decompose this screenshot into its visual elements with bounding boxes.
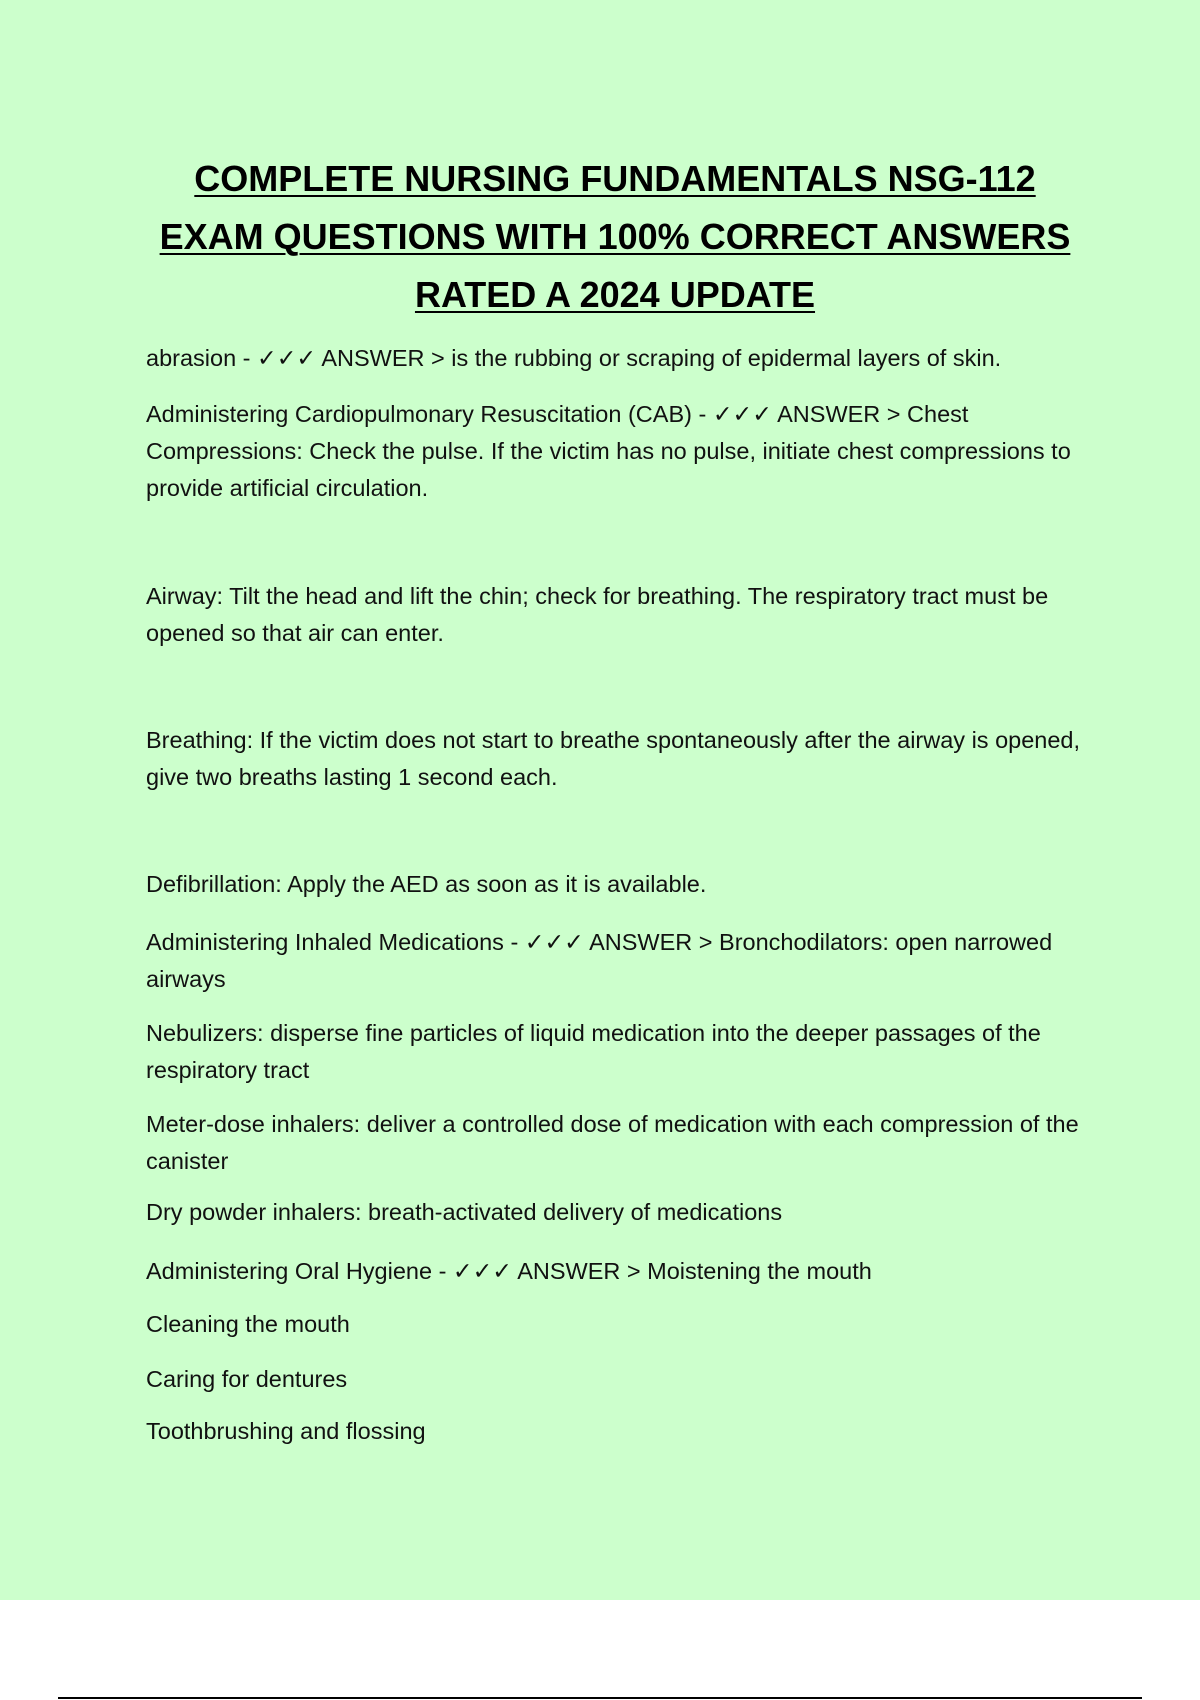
paragraph-cpr: Administering Cardiopulmonary Resuscitation (CAB) - ✓✓✓ ANSWER > Chest Compressions: Check the pulse. If the victim has no pulse, initiate chest compressions to provide artificial circulation.: [146, 401, 1071, 501]
document-title: [140, 150, 1090, 324]
paragraph-dry-powder-inhalers: Dry powder inhalers: breath-activated delivery of medications: [146, 1199, 783, 1225]
paragraph-nebulizers: Nebulizers: disperse fine particles of liquid medication into the deeper passages of the respiratory tract: [146, 1020, 1041, 1083]
paragraph-breathing: Breathing: If the victim does not start to breathe spontaneously after the airway is opened, give two breaths lasting 1 second each.: [146, 727, 1081, 790]
paragraph-cleaning-mouth: Cleaning the mouth: [146, 1311, 350, 1337]
title-line-2: EXAM QUESTIONS WITH 100% CORRECT ANSWERS: [159, 216, 1071, 257]
paragraph-meter-dose-inhalers: Meter-dose inhalers: deliver a controlled dose of medication with each compression of the canister: [146, 1111, 1079, 1174]
footer-divider: [58, 1697, 1142, 1699]
paragraph-oral-hygiene: Administering Oral Hygiene - ✓✓✓ ANSWER > Moistening the mouth: [146, 1258, 872, 1284]
paragraph-defibrillation: Defibrillation: Apply the AED as soon as it is available.: [146, 871, 707, 897]
title-line-1: COMPLETE NURSING FUNDAMENTALS NSG-112: [194, 158, 1036, 199]
paragraph-toothbrushing: Toothbrushing and flossing: [146, 1418, 426, 1444]
paragraph-airway: Airway: Tilt the head and lift the chin; check for breathing. The respiratory tract must be opened so that air can enter.: [146, 583, 1049, 646]
paragraph-inhaled-medications: Administering Inhaled Medications - ✓✓✓ ANSWER > Bronchodilators: open narrowed airways: [146, 929, 1053, 992]
paragraph-caring-dentures: Caring for dentures: [146, 1366, 348, 1392]
title-line-3: RATED A 2024 UPDATE: [414, 274, 816, 315]
paragraph-abrasion: abrasion - ✓✓✓ ANSWER > is the rubbing or scraping of epidermal layers of skin.: [146, 345, 1002, 371]
